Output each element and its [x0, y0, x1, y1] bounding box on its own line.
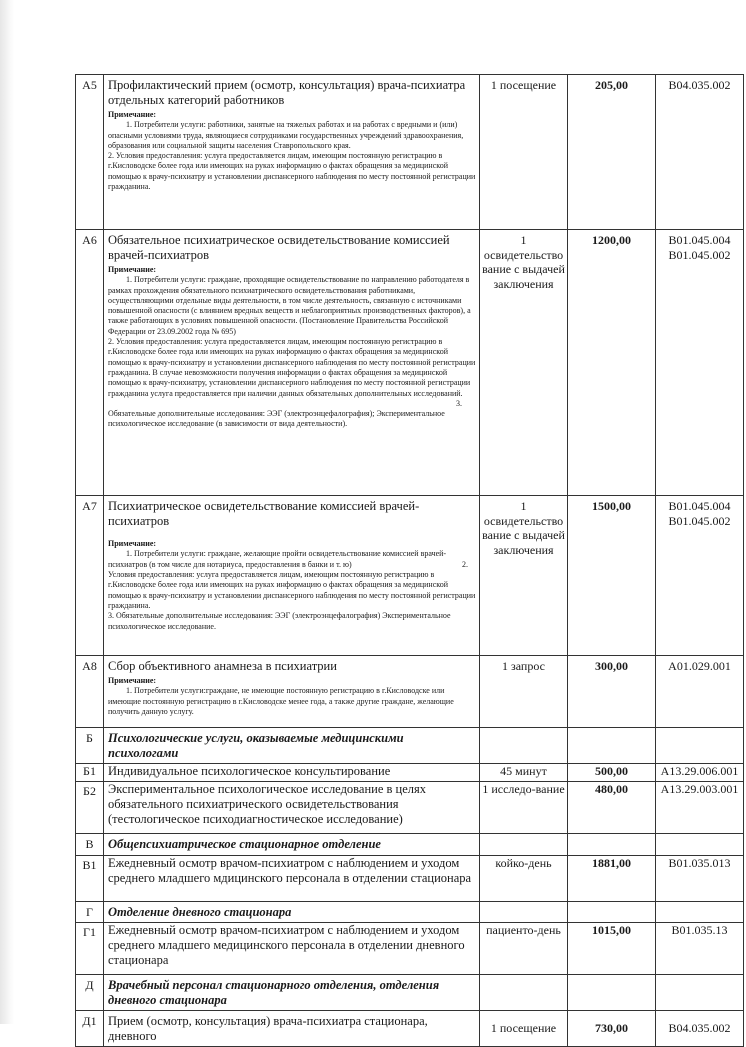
row-code: Д1 — [76, 1011, 104, 1047]
service-code-2: В01.045.002 — [668, 247, 731, 262]
row-code: Г1 — [76, 923, 104, 975]
row-code: А6 — [76, 230, 104, 496]
service-code-cell — [656, 496, 744, 656]
price-cell: 1015,00 — [568, 923, 656, 975]
service-name: Обязательное психиатрическое освидетельствование комиссией врачей-психиатров — [108, 233, 450, 262]
note-tail: 3. — [456, 398, 462, 408]
note-consumers: 1. Потребители услуги: граждане, проходящие освидетельствование по направлению работодателя в рамках прохождения обязательного психиатрического освидетельствования работниками, осуществляющими отдельные виды деятельности, в том числе деятельность, связанную с источниками повышенной опасности (с влиянием вредных веществ и неблагоприятных производственных факторов), а также работающих в условиях повышенной опасности. (Постановление Правительства Российской Федерации от 23.09.2002 года № 695) — [108, 275, 471, 336]
row-code: Г — [76, 902, 104, 923]
unit-cell: 1 запрос — [480, 656, 568, 728]
price-cell: 1200,00 — [568, 230, 656, 496]
unit-cell: 45 минут — [480, 764, 568, 782]
note-consumers: 1. Потребители услуги: работники, занятые на тяжелых работах и на работах с вредными и (или) опасными условиями труда, являющиеся сотрудниками государственных учреждений здравоохранения, образования или социальной защиты населения Ставропольского края. — [108, 120, 464, 150]
row-code: А8 — [76, 656, 104, 728]
table-row-a5 — [76, 75, 744, 230]
row-code: А7 — [76, 496, 104, 656]
service-code-cell: В04.035.002 — [656, 1011, 744, 1047]
row-code: В1 — [76, 856, 104, 902]
unit-cell: 1 посещение — [480, 1011, 568, 1047]
service-code-cell — [656, 230, 744, 496]
unit-cell: пациенто-день — [480, 923, 568, 975]
service-name: Прием (осмотр, консультация) врача-психиатра стационара, дневного — [104, 1011, 480, 1047]
note-conditions: 2. Условия предоставления: услуга предоставляется лицам, имеющим постоянную регистрацию в г.Кисловодске более года или имеющих на руках информацию о фактах обращения за медицинской помощью к врачу-психиатру и установлении диспансерного наблюдения по месту постоянной регистрации гражданина. — [108, 151, 476, 192]
price-cell: 1881,00 — [568, 856, 656, 902]
service-description — [104, 656, 480, 728]
row-code: Б — [76, 728, 104, 764]
section-title: Общепсихиатрическое стационарное отделение — [104, 834, 480, 856]
note-block — [108, 263, 476, 430]
unit-cell: 1 посещение — [480, 75, 568, 230]
note-label: Примечание: — [108, 110, 157, 119]
service-name: Психиатрическое освидетельствование комиссией врачей-психиатров — [108, 499, 420, 528]
price-cell: 480,00 — [568, 782, 656, 834]
note-label: Примечание: — [108, 676, 157, 685]
note-conditions: 2. Условия предоставления: услуга предоставляется лицам, имеющим постоянную регистрацию в г.Кисловодске более года или имеющих на руках информацию о фактах обращения за медицинской помощью к врачу-психиатру и установлении диспансерного наблюдения по месту постоянной регистрации гражданина. В случае невозможности получения информации о фактах обращения за медицинской помощью к врачу-психиатру, установлении диспансерного наблюдения по месту постоянной регистрации гражданина услуга предоставляется при наличии данных обязательных дополнительных исследований. — [108, 337, 476, 398]
section-title: Врачебный персонал стационарного отделения, отделения дневного стационара — [104, 975, 480, 1011]
service-code-1: В01.045.004 — [668, 499, 731, 513]
note-block — [108, 674, 476, 717]
table-row-a6 — [76, 230, 744, 496]
note-block — [108, 537, 476, 632]
section-title: Отделение дневного стационара — [104, 902, 480, 923]
row-code: Д — [76, 975, 104, 1011]
service-code-cell: В01.035.013 — [656, 856, 744, 902]
table-row-b1 — [76, 764, 744, 782]
price-cell: 300,00 — [568, 656, 656, 728]
note-consumers: 1. Потребители услуги:граждане, не имеющие постоянную регистрацию в г.Кисловодске или имеющие постоянную регистрацию в г.Кисловодске менее года, а также другие граждане, желающие получить данную услугу. — [108, 686, 454, 716]
price-cell: 205,00 — [568, 75, 656, 230]
price-cell: 730,00 — [568, 1011, 656, 1047]
service-code-cell: В04.035.002 — [656, 75, 744, 230]
note-label: Примечание: — [108, 539, 157, 548]
unit-cell: койко-день — [480, 856, 568, 902]
row-code: А5 — [76, 75, 104, 230]
service-name: Профилактический прием (осмотр, консультация) врача-психиатра отдельных категорий работников — [108, 78, 466, 107]
table-row-section-g — [76, 902, 744, 923]
table-row-d1 — [76, 1011, 744, 1047]
table-row-b2 — [76, 782, 744, 834]
service-code-cell: А13.29.006.001 — [656, 764, 744, 782]
row-code: В — [76, 834, 104, 856]
row-code: Б2 — [76, 782, 104, 834]
service-name: Индивидуальное психологическое консультирование — [104, 764, 480, 782]
note-tail: 2. — [462, 559, 468, 569]
service-code-1: В01.045.004 — [668, 233, 731, 247]
table-row-v1 — [76, 856, 744, 902]
note-extra-tests: Обязательные дополнительные исследования: ЭЭГ (электроэнцефалография); Экспериментальное психологическое исследование (в зависимости от вида деятельности). — [108, 409, 445, 429]
table-row-g1 — [76, 923, 744, 975]
note-conditions: Условия предоставления: услуга предоставляется лицам, имеющим постоянную регистрацию в г.Кисловодске более года или имеющих на руках информацию о фактах обращения за медицинской помощью к врачу-психиатру и установлении диспансерного наблюдения по месту постоянной регистрации гражданина. — [108, 570, 476, 611]
service-code-cell: В01.035.13 — [656, 923, 744, 975]
table-row-a8 — [76, 656, 744, 728]
service-name: Ежедневный осмотр врачом-психиатром с наблюдением и уходом среднего младшего медицинского персонала в отделении дневного стационара — [104, 923, 480, 975]
section-title: Психологические услуги, оказываемые медицинскими психологами — [104, 728, 480, 764]
table-row-section-d — [76, 975, 744, 1011]
table-row-a7 — [76, 496, 744, 656]
unit-cell: 1 освидетельство вание с выдачей заключения — [480, 230, 568, 496]
price-cell: 500,00 — [568, 764, 656, 782]
note-consumers: 1. Потребители услуги: граждане, желающие пройти освидетельствование комиссией врачей-психиатров (в том числе для нотариуса, предоставления в банки и т. ю) — [108, 549, 447, 569]
unit-cell: 1 исследо-вание — [480, 782, 568, 834]
row-code: Б1 — [76, 764, 104, 782]
scan-edge-shadow — [0, 0, 14, 1024]
price-list-table — [75, 74, 744, 1047]
service-name: Ежедневный осмотр врачом-психиатром с наблюдением и уходом среднего младшего мдицинского персонала в отделении стационара — [104, 856, 480, 902]
service-code-cell: А01.029.001 — [656, 656, 744, 728]
service-code-2: В01.045.002 — [668, 513, 731, 528]
service-code-cell: А13.29.003.001 — [656, 782, 744, 834]
service-name: Экспериментальное психологическое исследование в целях обязательного психиатрического освидетельствования (тестологическое психодиагностическое исследование) — [104, 782, 480, 834]
table-row-section-b — [76, 728, 744, 764]
note-block — [108, 108, 476, 192]
unit-cell: 1 освидетельство вание с выдачей заключения — [480, 496, 568, 656]
service-description — [104, 230, 480, 496]
service-name: Сбор объективного анамнеза в психиатрии — [108, 659, 337, 673]
table-row-section-v — [76, 834, 744, 856]
note-extra-tests: 3. Обязательные дополнительные исследования: ЭЭГ (электроэнцефалография) Экспериментальное психологическое исследование. — [108, 611, 451, 631]
note-label: Примечание: — [108, 265, 157, 274]
service-description — [104, 496, 480, 656]
service-description — [104, 75, 480, 230]
price-cell: 1500,00 — [568, 496, 656, 656]
